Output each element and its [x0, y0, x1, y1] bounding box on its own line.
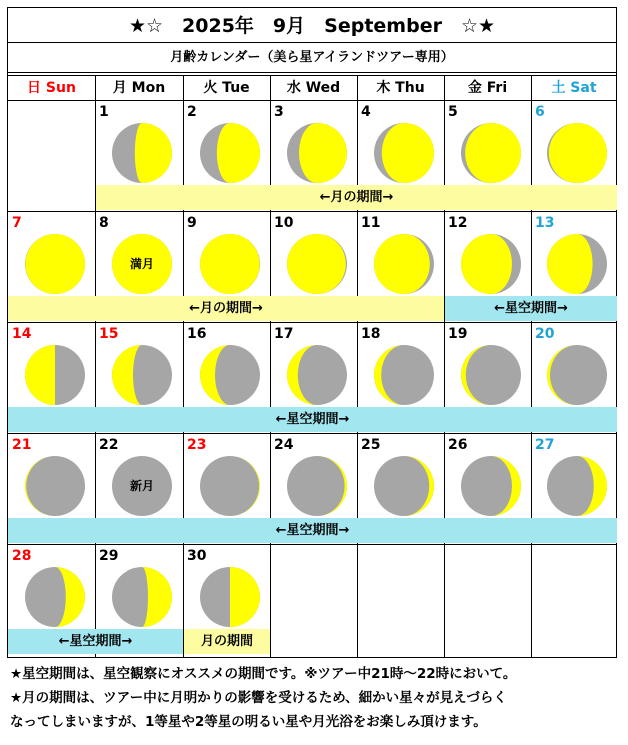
weekday-header: 日 Sun — [27, 80, 76, 96]
grid-line — [8, 433, 617, 434]
grid-line — [8, 211, 617, 212]
moon-phase-icon — [199, 455, 261, 517]
moon-phase-icon — [24, 344, 86, 406]
moon-lit-part — [465, 123, 521, 183]
moon-phase-icon — [546, 344, 608, 406]
day-number: 17 — [274, 326, 294, 342]
grid-line — [8, 42, 617, 43]
moon-phase-icon — [24, 455, 86, 517]
moon-lit-part — [299, 123, 347, 183]
day-number: 29 — [99, 548, 119, 564]
day-number: 13 — [535, 215, 555, 231]
day-number: 19 — [448, 326, 468, 342]
moon-phase-icon — [111, 122, 173, 184]
star-period-band: ←星空期間→ — [8, 518, 617, 543]
grid-line — [183, 75, 184, 657]
day-number: 16 — [187, 326, 207, 342]
moon-lit-part — [216, 123, 259, 183]
weekday-header: 木 Thu — [376, 80, 425, 96]
day-number: 27 — [535, 437, 555, 453]
moon-phase-icon — [546, 122, 608, 184]
day-number: 3 — [274, 104, 284, 120]
grid-line — [8, 657, 617, 658]
moon-phase-label: 満月 — [129, 257, 154, 271]
day-number: 21 — [12, 437, 32, 453]
day-number: 2 — [187, 104, 197, 120]
day-number: 18 — [361, 326, 381, 342]
moon-phase-icon — [199, 233, 261, 295]
note-line: ★月の期間は、ツアー中に月明かりの影響を受けるため、細かい星々が見えづらく — [10, 690, 507, 706]
day-number: 5 — [448, 104, 458, 120]
day-number: 22 — [99, 437, 119, 453]
grid-line — [8, 322, 617, 323]
grid-line — [8, 100, 617, 101]
day-number: 20 — [535, 326, 555, 342]
day-number: 1 — [99, 104, 109, 120]
day-number: 7 — [12, 215, 22, 231]
moon-phase-icon — [460, 344, 522, 406]
moon-phase-icon — [286, 122, 348, 184]
grid-line — [444, 75, 445, 657]
moon-phase-icon — [199, 122, 261, 184]
moon-phase-icon — [546, 233, 608, 295]
day-number: 4 — [361, 104, 371, 120]
moon-lit-part — [549, 123, 607, 183]
notes — [10, 662, 620, 734]
moon-period-band: ←月の期間→ — [96, 185, 617, 210]
moon-lit-part — [461, 234, 512, 294]
moon-phase-icon — [286, 233, 348, 295]
star-period-band: ←星空期間→ — [445, 296, 617, 321]
moon-phase-icon — [373, 122, 435, 184]
moon-phase-icon — [546, 455, 608, 517]
grid-line — [8, 544, 617, 545]
moon-phase-icon — [373, 344, 435, 406]
day-number: 23 — [187, 437, 207, 453]
moon-lit-part — [200, 234, 260, 294]
day-number: 28 — [12, 548, 32, 564]
moon-phase-icon — [24, 233, 86, 295]
day-number: 12 — [448, 215, 468, 231]
grid-line — [95, 75, 96, 657]
moon-phase-icon — [199, 344, 261, 406]
moon-lit-part — [381, 123, 433, 183]
moon-lit-part — [135, 123, 172, 183]
day-number: 6 — [535, 104, 545, 120]
star-period-band: ←星空期間→ — [8, 629, 183, 654]
star-period-band: ←星空期間→ — [8, 407, 617, 432]
weekday-header: 金 Fri — [467, 80, 508, 96]
grid-line — [531, 75, 532, 657]
moon-period-band: ←月の期間→ — [8, 296, 444, 321]
day-number: 14 — [12, 326, 32, 342]
weekday-header: 火 Tue — [203, 80, 250, 96]
grid-line — [8, 72, 617, 73]
moon-phase-icon — [373, 455, 435, 517]
grid-line — [357, 75, 358, 657]
moon-lit-part — [547, 234, 593, 294]
day-number: 24 — [274, 437, 294, 453]
moon-phase-icon — [460, 122, 522, 184]
moon-period-band: 月の期間 — [184, 629, 270, 654]
moon-phase-icon — [373, 233, 435, 295]
moon-lit-part — [25, 345, 55, 405]
moon-phase-icon — [286, 344, 348, 406]
day-number: 26 — [448, 437, 468, 453]
subtitle: 月齢カレンダー（美ら星アイランドツアー専用） — [170, 50, 454, 65]
moon-phase-icon — [286, 455, 348, 517]
moon-lit-part — [374, 234, 430, 294]
moon-phase-icon — [24, 566, 86, 628]
moon-phase-icon — [460, 455, 522, 517]
day-number: 25 — [361, 437, 381, 453]
moon-phase-icon — [111, 344, 173, 406]
weekday-header: 土 Sat — [551, 80, 597, 96]
moon-lit-part — [25, 234, 85, 294]
grid-line — [270, 75, 271, 657]
page-title: ★☆ 2025年 9月 September ☆★ — [128, 15, 496, 37]
note-line: ★星空期間は、星空観察にオススメの期間です。※ツアー中21時～22時において。 — [10, 666, 517, 682]
weekday-header: 月 Mon — [112, 80, 166, 96]
day-number: 10 — [274, 215, 294, 231]
moon-lit-part — [230, 567, 260, 627]
note-line: なってしまいますが、1等星や2等星の明るい星や月光浴をお楽しみ頂けます。 — [10, 714, 487, 730]
moon-phase-icon — [199, 566, 261, 628]
weekday-header: 水 Wed — [286, 80, 341, 96]
moon-lit-part — [287, 234, 346, 294]
day-number: 15 — [99, 326, 119, 342]
moon-phase-label: 新月 — [129, 479, 154, 493]
day-number: 11 — [361, 215, 381, 231]
moon-phase-icon — [111, 566, 173, 628]
day-number: 9 — [187, 215, 197, 231]
moon-phase-icon — [460, 233, 522, 295]
day-number: 30 — [187, 548, 207, 564]
day-number: 8 — [99, 215, 109, 231]
